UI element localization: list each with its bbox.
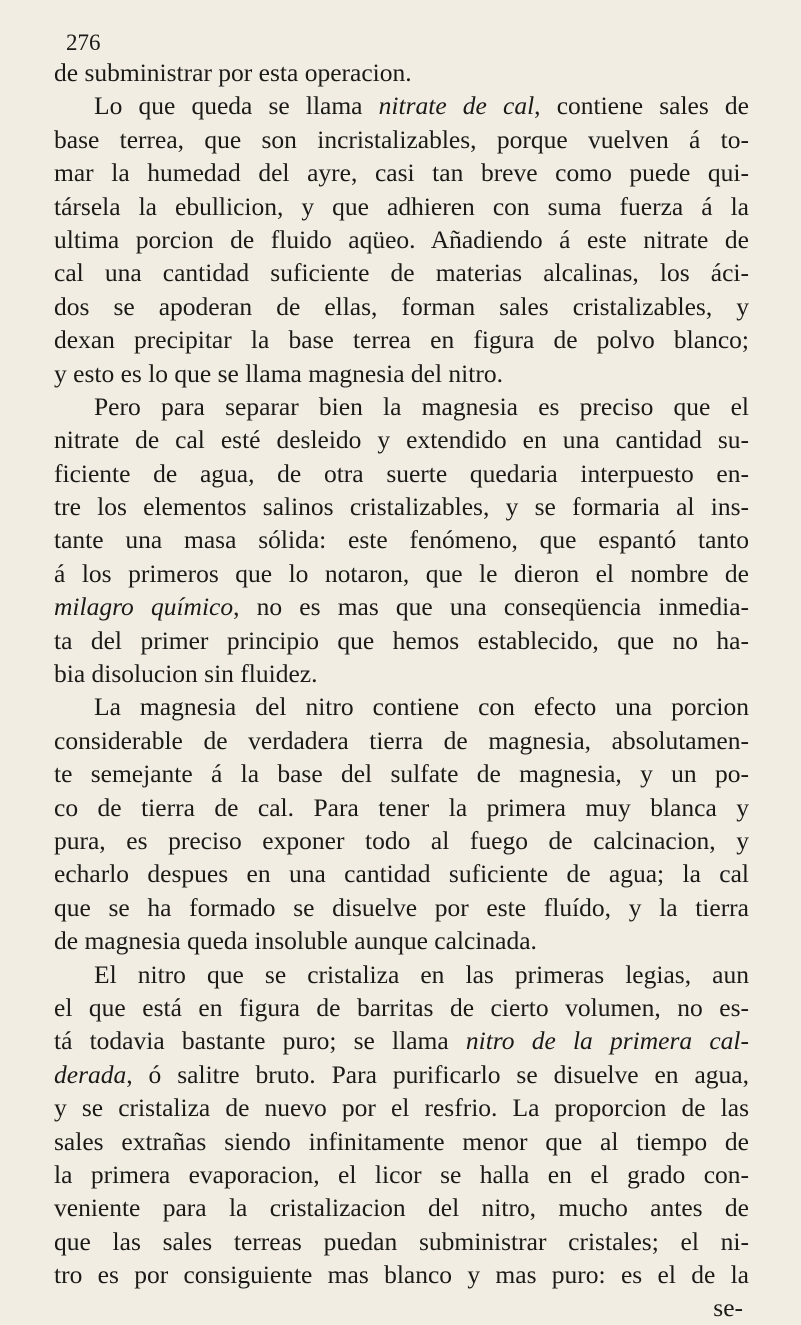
text-line: La magnesia del nitro contiene con efecto una porcion [94,692,749,722]
text-line: base terrea, que son incristalizables, porque vuelven á to- [54,124,749,154]
text-line: que se ha formado se disuelve por este fluído, y la tierra [54,892,749,922]
text-line: cal una cantidad suficiente de materias alcalinas, los áci- [54,258,749,288]
text-line: te semejante á la base del sulfate de magnesia, y un po- [54,759,749,789]
text-line: tro es por consiguiente mas blanco y mas puro: es el de la [54,1260,749,1290]
text-line: á los primeros que lo notaron, que le dieron el nombre de [54,558,749,588]
text-line: de subministrar por esta operacion. [54,58,412,87]
text-line: Pero para separar bien la magnesia es preciso que el [94,391,749,421]
text-line: dos se apoderan de ellas, forman sales cristalizables, y [54,291,749,321]
text-line: sales extrañas siendo infinitamente menor que al tiempo de [54,1126,749,1156]
text-line: la primera evaporacion, el licor se halla en el grado con- [54,1159,749,1189]
text-line: el que está en figura de barritas de cierto volumen, no es- [54,992,749,1022]
text-line: veniente para la cristalizacion del nitro, mucho antes de [54,1193,749,1223]
text-line: nitrate de cal esté desleido y extendido en una cantidad su- [54,425,749,455]
text-line: de magnesia queda insoluble aunque calcinada. [54,926,537,956]
text-line: ta del primer principio que hemos establecido, que no ha- [54,625,749,655]
text-line: ficiente de agua, de otra suerte quedaria interpuesto en- [54,458,749,488]
text-line: considerable de verdadera tierra de magnesia, absolutamen- [54,725,749,755]
text-line: y esto es lo que se llama magnesia del nitro. [54,358,503,388]
text-line: pura, es preciso exponer todo al fuego de calcinacion, y [54,825,749,855]
text-line: echarlo despues en una cantidad suficiente de agua; la cal [54,859,749,889]
text-line: tre los elementos salinos cristalizables, y se formaria al ins- [54,492,749,522]
text-line: que las sales terreas puedan subministrar cristales; el ni- [54,1226,749,1256]
catchword: se- [713,1293,743,1323]
text-line: bia disolucion sin fluidez. [54,659,318,689]
text-line: El nitro que se cristaliza en las primeras legias, aun [94,959,749,989]
text-line: tá todavia bastante puro; se llama nitro de la primera cal- [54,1026,749,1056]
text-line: dexan precipitar la base terrea en figura de polvo blanco; [54,325,749,355]
text-line: y se cristaliza de nuevo por el resfrio. La proporcion de las [54,1093,749,1123]
text-line: tante una masa sólida: este fenómeno, que espantó tanto [54,525,749,555]
text-line: Lo que queda se llama nitrate de cal, contiene sales de [94,91,749,121]
body-text [54,56,749,1325]
text-line: co de tierra de cal. Para tener la primera muy blanca y [54,792,749,822]
text-line: mar la humedad del ayre, casi tan breve como puede qui- [54,158,749,188]
text-line: társela la ebullicion, y que adhieren con suma fuerza á la [54,191,749,221]
text-line: milagro químico, no es mas que una conseqüencia inmedia- [54,592,749,622]
text-line: derada, ó salitre bruto. Para purificarlo se disuelve en agua, [54,1059,749,1089]
text-line: ultima porcion de fluido aqüeo. Añadiendo á este nitrate de [54,224,749,254]
page-number: 276 [66,30,101,55]
